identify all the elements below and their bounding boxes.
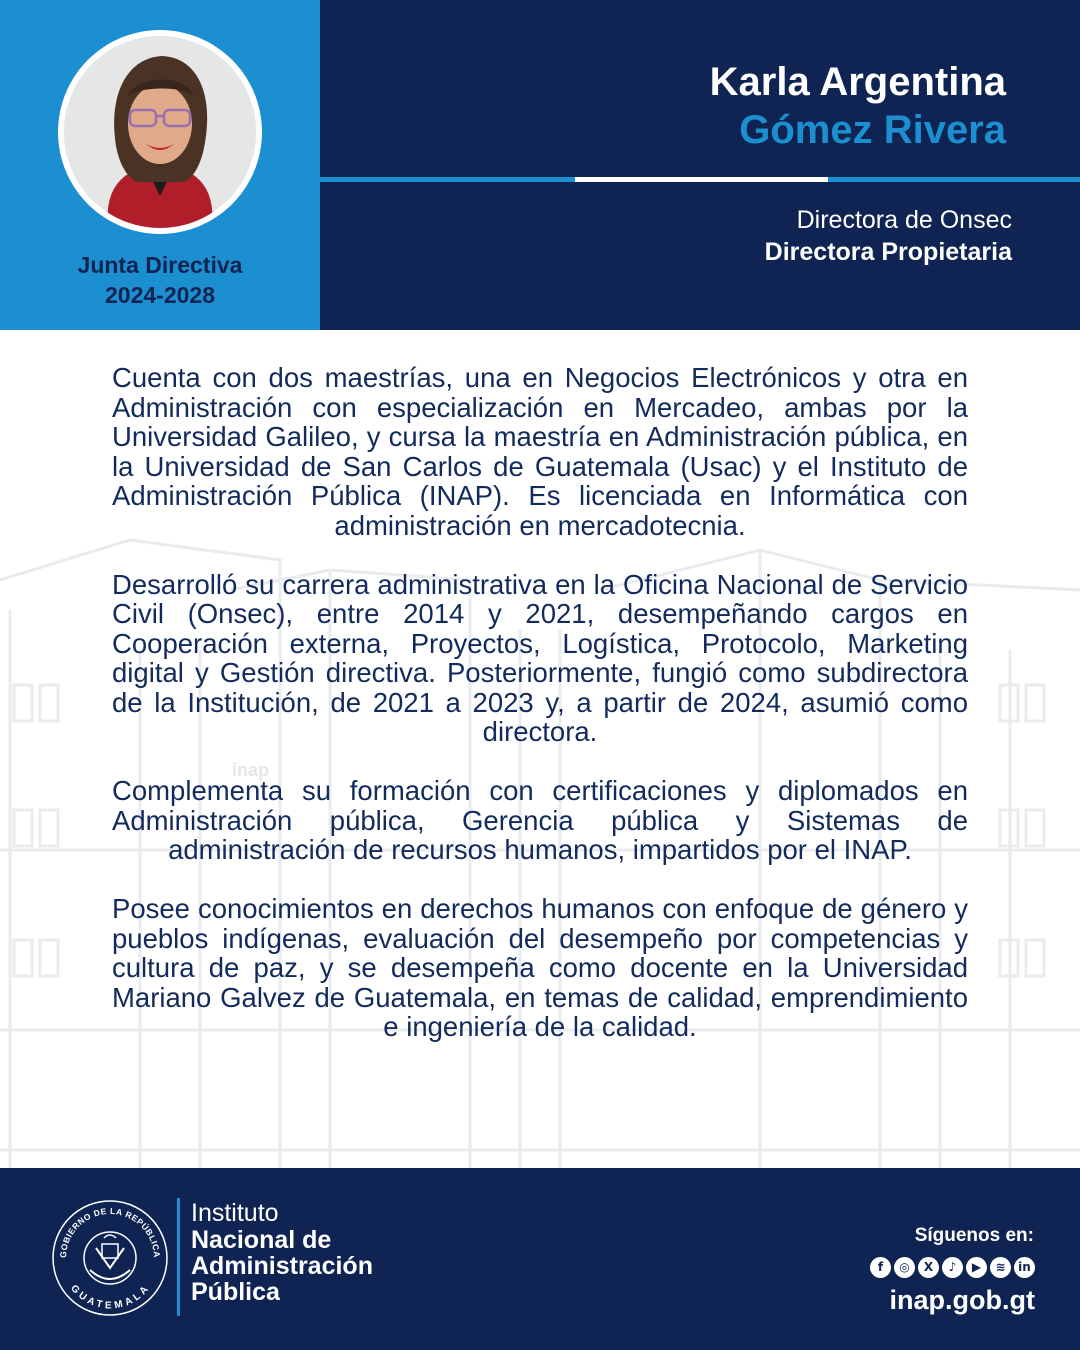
watermark-text: inap	[232, 760, 270, 780]
institute-line-4: Pública	[191, 1278, 280, 1306]
facebook-icon[interactable]: f	[870, 1257, 891, 1278]
board-label	[0, 250, 320, 310]
profile-photo	[64, 36, 256, 228]
header-divider-accent	[575, 177, 828, 182]
x-icon[interactable]: X	[918, 1257, 939, 1278]
person-role-title: Directora Propietaria	[764, 238, 1012, 266]
seal-text-top: GOBIERNO DE LA REPÚBLICA	[57, 1205, 163, 1259]
website-link[interactable]: inap.gob.gt	[889, 1285, 1035, 1315]
follow-label: Síguenos en:	[914, 1225, 1034, 1246]
tiktok-icon[interactable]: ♪	[942, 1257, 963, 1278]
guatemala-seal-icon	[50, 1198, 170, 1318]
footer-divider	[177, 1198, 180, 1316]
bio-paragraph-training: Complementa su formación con certificaciones y diplomados en Administración pública, Gerencia pública y Sistemas de administración de recursos humanos, impartidos por el INAP.	[112, 775, 968, 865]
person-last-name: Gómez Rivera	[739, 108, 1006, 152]
social-icons	[870, 1257, 1035, 1278]
board-title: Junta Directiva	[77, 252, 243, 278]
portrait-illustration	[64, 36, 256, 228]
bio-text	[112, 363, 968, 1071]
spotify-icon[interactable]: ≋	[990, 1257, 1011, 1278]
bio-paragraph-education: Cuenta con dos maestrías, una en Negocios Electrónicos y otra en Administración con especialización en Mercadeo, ambas por la Universidad Galileo, y cursa la maestría en Administración pública, en la Universidad de San Carlos de Guatemala (Usac) y el Instituto de Administración Pública (INAP). Es licenciada en Informática con administración en mercadotecnia.	[112, 362, 968, 541]
header-left-panel	[0, 0, 320, 330]
bio-paragraph-career: Desarrolló su carrera administrativa en la Oficina Nacional de Servicio Civil (Onsec), entre 2014 y 2021, desempeñando cargos en Cooperación externa, Proyectos, Logística, Protocolo, Marketing digital y Gestión directiva. Posteriormente, fungió como subdirectora de la Institución, de 2021 a 2023 y, a partir de 2024, asumió como directora.	[112, 568, 968, 747]
person-role: Directora de Onsec	[796, 206, 1012, 234]
institute-line-3: Administración	[191, 1252, 373, 1280]
person-first-name: Karla Argentina	[709, 60, 1006, 104]
board-period: 2024-2028	[105, 282, 215, 308]
youtube-icon[interactable]: ▶	[966, 1257, 987, 1278]
instagram-icon[interactable]: ◎	[894, 1257, 915, 1278]
bio-paragraph-knowledge: Posee conocimientos en derechos humanos con enfoque de género y pueblos indígenas, evaluación del desempeño por competencias y cultura de paz, y se desempeña como docente en la Universidad Mariano Galvez de Guatemala, en temas de calidad, emprendimiento e ingeniería de la calidad.	[112, 893, 968, 1042]
seal-text-bottom: GUATEMALA	[68, 1282, 152, 1312]
footer	[0, 1168, 1080, 1350]
bio-section	[0, 330, 1080, 1168]
header-right-panel	[320, 0, 1080, 330]
linkedin-icon[interactable]: in	[1014, 1257, 1035, 1278]
institute-line-1: Instituto	[191, 1199, 279, 1227]
institute-line-2: Nacional de	[191, 1226, 332, 1254]
